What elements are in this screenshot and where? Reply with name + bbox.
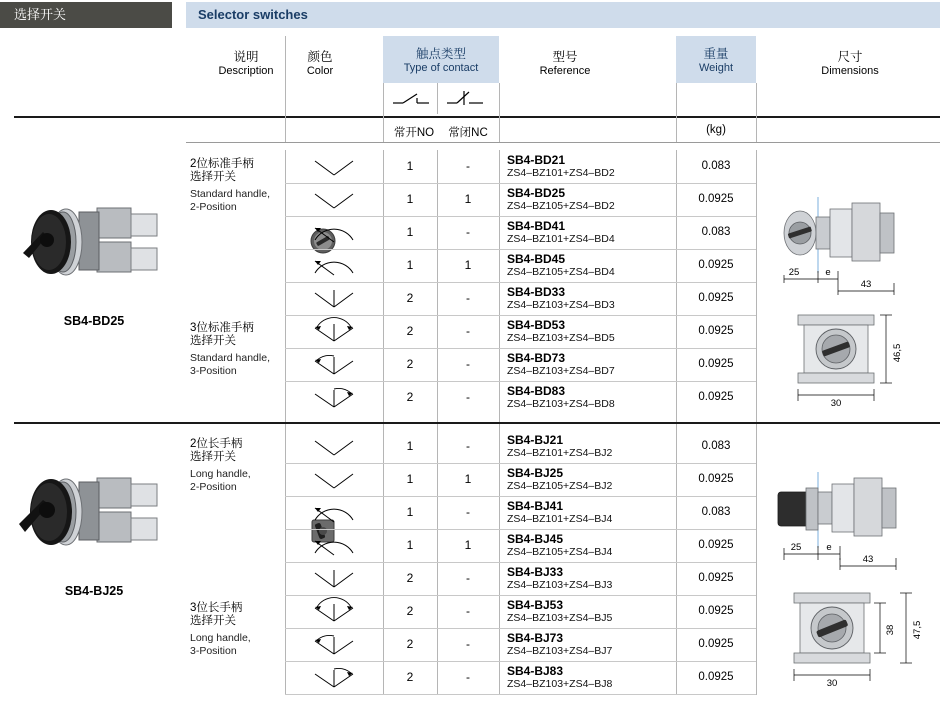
dimension-side-view-bd-icon: [760, 195, 940, 300]
nc-label: 常闭NC: [448, 127, 488, 139]
row-nc-15: -: [466, 670, 470, 684]
selector-switch-bd-illustration-icon: [19, 190, 169, 310]
column-header-contact-en: Type of contact: [403, 62, 479, 74]
row-reference-sub-10: ZS4–BZ101+ZS4–BJ4: [507, 513, 613, 525]
dimension-drawing-4: [760, 585, 940, 700]
row-nc-10: -: [466, 505, 470, 519]
column-header-color-cn: 颜色: [307, 50, 333, 64]
description-group-3-en1: Long handle,: [190, 632, 251, 644]
row-reference-main-7: SB4-BD83: [507, 384, 566, 398]
row-no-3: 1: [406, 258, 414, 272]
row-reference-sub-0: ZS4–BZ101+ZS4–BD2: [507, 167, 615, 179]
product-image-bj25: [19, 460, 169, 580]
description-group-1-en2: 3-Position: [190, 365, 237, 377]
row-no-8: 1: [406, 439, 414, 453]
header-title-en: Selector switches: [186, 2, 940, 28]
row-nc-6: -: [466, 357, 470, 371]
no-nc-labels: [383, 124, 499, 140]
row-reference-main-5: SB4-BD53: [507, 318, 566, 332]
row-reference-14: [507, 631, 677, 657]
dimension-side-view-bj-icon: [760, 470, 940, 575]
vline-no-nc: [437, 83, 438, 114]
column-header-reference-cn: 型号: [552, 50, 578, 64]
description-group-3-en2: 3-Position: [190, 645, 237, 657]
row-symbol-8: [285, 430, 383, 463]
row-reference-7: [507, 384, 677, 410]
row-no-4: 2: [406, 291, 414, 305]
row-reference-4: [507, 285, 677, 311]
row-reference-sub-9: ZS4–BZ105+ZS4–BJ2: [507, 480, 613, 492]
description-group-2-en1: Long handle,: [190, 468, 251, 480]
no-label: 常开NO: [393, 127, 435, 139]
description-group-0-cn2: 选择开关: [190, 171, 236, 183]
row-weight-14: 0.0925: [698, 638, 734, 650]
row-no-2: 1: [406, 225, 414, 239]
header-rule-top: [14, 116, 940, 118]
row-symbol-1: [285, 183, 383, 216]
row-weight-0: 0.083: [701, 160, 731, 172]
row-reference-10: [507, 499, 677, 525]
row-reference-sub-3: ZS4–BZ105+ZS4–BD4: [507, 266, 615, 278]
row-weight-7: 0.0925: [698, 391, 734, 403]
row-reference-sub-1: ZS4–BZ105+ZS4–BD2: [507, 200, 615, 212]
selector-2pos-spring-symbol-icon: [285, 249, 383, 282]
row-weight-15: 0.0925: [698, 671, 734, 683]
row-nc-7: -: [466, 390, 470, 404]
row-reference-main-3: SB4-BD45: [507, 252, 566, 266]
row-reference-main-10: SB4-BJ41: [507, 499, 564, 513]
row-weight-10: 0.083: [701, 506, 731, 518]
row-reference-8: [507, 433, 677, 459]
row-no-13: 2: [406, 604, 414, 618]
product-caption-bj25: SB4-BJ25: [64, 584, 124, 598]
page-header: [0, 0, 940, 30]
row-no-15: 2: [406, 670, 414, 684]
row-reference-main-12: SB4-BJ33: [507, 565, 564, 579]
row-reference-main-11: SB4-BJ45: [507, 532, 564, 546]
row-reference-main-8: SB4-BJ21: [507, 433, 564, 447]
dimension-label-30: 30: [830, 398, 842, 409]
row-reference-sub-2: ZS4–BZ101+ZS4–BD4: [507, 233, 615, 245]
row-reference-sub-13: ZS4–BZ103+ZS4–BJ5: [507, 612, 613, 624]
selector-2pos-symbol-icon: [285, 430, 383, 463]
column-header-dimensions-en: Dimensions: [821, 65, 879, 77]
row-reference-2: [507, 219, 677, 245]
dimension-label-30b: 30: [826, 678, 838, 689]
row-symbol-6: [285, 348, 383, 381]
product-photo-bj25: [8, 460, 180, 598]
column-header-dimensions-cn: 尺寸: [837, 50, 863, 64]
description-group-2: [190, 438, 282, 494]
selector-3pos-spring-both-symbol-icon: [285, 315, 383, 348]
dimension-label-43: 43: [860, 279, 872, 290]
selector-3pos-symbol-icon: [285, 562, 383, 595]
row-divider: [285, 694, 756, 695]
column-header-color: [285, 50, 355, 78]
product-caption-bd25: SB4-BD25: [63, 314, 125, 328]
vline-contact-right: [499, 83, 500, 142]
row-symbol-15: [285, 661, 383, 694]
description-group-3: [190, 602, 282, 658]
column-header-weight-en: Weight: [698, 62, 734, 74]
row-weight-4: 0.0925: [698, 292, 734, 304]
row-symbol-3: [285, 249, 383, 282]
row-reference-main-6: SB4-BD73: [507, 351, 566, 365]
selector-switch-bj-illustration-icon: [19, 460, 169, 580]
row-reference-sub-8: ZS4–BZ101+ZS4–BJ2: [507, 447, 613, 459]
selector-3pos-spring-right-symbol-icon: [285, 381, 383, 414]
column-header-reference: [500, 50, 630, 78]
dimension-label-e: e: [825, 267, 831, 278]
row-symbol-11: [285, 529, 383, 562]
selector-2pos-symbol-icon: [285, 463, 383, 496]
dimension-drawing-3: [760, 470, 940, 580]
row-no-12: 2: [406, 571, 414, 585]
row-reference-13: [507, 598, 677, 624]
row-weight-3: 0.0925: [698, 259, 734, 271]
vline-weight-right: [756, 83, 757, 142]
row-reference-main-15: SB4-BJ83: [507, 664, 564, 678]
selector-3pos-symbol-icon: [285, 282, 383, 315]
row-weight-12: 0.0925: [698, 572, 734, 584]
row-no-7: 2: [406, 390, 414, 404]
row-no-1: 1: [406, 192, 414, 206]
row-reference-0: [507, 153, 677, 179]
column-header-description-cn: 说明: [233, 50, 259, 64]
row-reference-sub-15: ZS4–BZ103+ZS4–BJ8: [507, 678, 613, 690]
row-no-0: 1: [406, 159, 414, 173]
row-weight-2: 0.083: [701, 226, 731, 238]
row-symbol-14: [285, 628, 383, 661]
row-reference-main-2: SB4-BD41: [507, 219, 566, 233]
column-header-dimensions: [760, 50, 940, 78]
description-group-3-cn2: 选择开关: [190, 615, 236, 627]
row-reference-sub-14: ZS4–BZ103+ZS4–BJ7: [507, 645, 613, 657]
row-reference-9: [507, 466, 677, 492]
description-group-1-cn1: 3位标准手柄: [190, 322, 254, 334]
row-reference-sub-12: ZS4–BZ103+ZS4–BJ3: [507, 579, 613, 591]
row-no-11: 1: [406, 538, 414, 552]
row-reference-sub-6: ZS4–BZ103+ZS4–BD7: [507, 365, 615, 377]
row-reference-main-4: SB4-BD33: [507, 285, 566, 299]
row-symbol-7: [285, 381, 383, 414]
row-nc-3: 1: [464, 258, 472, 272]
column-header-weight: [676, 36, 756, 83]
contact-symbol-legend: [383, 83, 499, 114]
description-group-2-cn1: 2位长手柄: [190, 438, 243, 450]
row-no-6: 2: [406, 357, 414, 371]
product-image-bd25: [19, 190, 169, 310]
dimension-drawing-1: [760, 195, 940, 305]
row-nc-0: -: [466, 159, 470, 173]
description-group-0-en2: 2-Position: [190, 201, 237, 213]
selector-3pos-spring-both-symbol-icon: [285, 595, 383, 628]
row-symbol-12: [285, 562, 383, 595]
dimension-label-43b: 43: [862, 554, 874, 565]
row-reference-11: [507, 532, 677, 558]
header-title-cn: 选择开关: [0, 2, 172, 28]
row-weight-6: 0.0925: [698, 358, 734, 370]
row-nc-2: -: [466, 225, 470, 239]
column-header-weight-cn: 重量: [703, 47, 729, 61]
dimension-label-eb: e: [826, 542, 832, 553]
vline-contact-left: [383, 83, 384, 142]
description-group-3-cn1: 3位长手柄: [190, 602, 243, 614]
column-header-contact-cn: 触点类型: [415, 47, 466, 61]
dimension-front-view-bj-icon: [760, 585, 940, 695]
dimension-label-25b: 25: [790, 542, 802, 553]
row-symbol-4: [285, 282, 383, 315]
selector-2pos-symbol-icon: [285, 183, 383, 216]
column-header-description-en: Description: [218, 65, 274, 77]
contact-no-symbol-icon: [391, 87, 431, 111]
row-weight-1: 0.0925: [698, 193, 734, 205]
row-reference-sub-4: ZS4–BZ103+ZS4–BD3: [507, 299, 615, 311]
selector-2pos-symbol-icon: [285, 150, 383, 183]
row-no-14: 2: [406, 637, 414, 651]
dimension-label-25: 25: [788, 267, 800, 278]
selector-2pos-spring-symbol-icon: [285, 529, 383, 562]
description-group-1: [190, 322, 282, 378]
description-group-0-en1: Standard handle,: [190, 188, 270, 200]
description-group-1-en1: Standard handle,: [190, 352, 270, 364]
selector-2pos-spring-symbol-icon: [285, 216, 383, 249]
row-symbol-10: [285, 496, 383, 529]
row-reference-6: [507, 351, 677, 377]
dimension-label-465: 46,5: [892, 343, 903, 363]
selector-3pos-spring-right-symbol-icon: [285, 661, 383, 694]
row-weight-9: 0.0925: [698, 473, 734, 485]
row-symbol-2: [285, 216, 383, 249]
selector-3pos-spring-left-symbol-icon: [285, 628, 383, 661]
section-divider: [14, 422, 940, 424]
row-no-10: 1: [406, 505, 414, 519]
row-nc-14: -: [466, 637, 470, 651]
dimension-label-38: 38: [885, 624, 896, 636]
row-weight-11: 0.0925: [698, 539, 734, 551]
row-nc-8: -: [466, 439, 470, 453]
row-reference-main-9: SB4-BJ25: [507, 466, 564, 480]
row-reference-15: [507, 664, 677, 690]
dimension-label-475: 47,5: [912, 620, 923, 640]
vline-weight-left: [676, 83, 677, 142]
row-nc-4: -: [466, 291, 470, 305]
table-row[interactable]: [285, 430, 940, 463]
product-photo-bd25: [8, 190, 180, 328]
column-header-color-en: Color: [306, 65, 334, 77]
row-weight-5: 0.0925: [698, 325, 734, 337]
description-group-1-cn2: 选择开关: [190, 335, 236, 347]
row-symbol-13: [285, 595, 383, 628]
row-reference-main-13: SB4-BJ53: [507, 598, 564, 612]
dimension-front-view-bd-icon: [760, 305, 940, 410]
row-reference-main-14: SB4-BJ73: [507, 631, 564, 645]
row-nc-5: -: [466, 324, 470, 338]
row-nc-12: -: [466, 571, 470, 585]
selector-2pos-spring-symbol-icon: [285, 496, 383, 529]
row-nc-1: 1: [464, 192, 472, 206]
selector-3pos-spring-left-symbol-icon: [285, 348, 383, 381]
weight-unit-label: (kg): [706, 124, 726, 136]
row-symbol-9: [285, 463, 383, 496]
row-reference-12: [507, 565, 677, 591]
vline-color: [285, 36, 286, 142]
row-reference-sub-5: ZS4–BZ103+ZS4–BD5: [507, 332, 615, 344]
row-weight-13: 0.0925: [698, 605, 734, 617]
column-header-reference-en: Reference: [539, 65, 591, 77]
description-group-0-cn1: 2位标准手柄: [190, 158, 254, 170]
column-header-contact: [383, 36, 499, 83]
row-symbol-0: [285, 150, 383, 183]
row-nc-11: 1: [464, 538, 472, 552]
row-weight-8: 0.083: [701, 440, 731, 452]
row-reference-1: [507, 186, 677, 212]
description-group-0: [190, 158, 282, 214]
row-reference-3: [507, 252, 677, 278]
row-reference-sub-11: ZS4–BZ105+ZS4–BJ4: [507, 546, 613, 558]
header-rule-bottom: [186, 142, 940, 143]
row-no-5: 2: [406, 324, 414, 338]
description-group-2-en2: 2-Position: [190, 481, 237, 493]
row-reference-5: [507, 318, 677, 344]
row-no-9: 1: [406, 472, 414, 486]
row-reference-main-0: SB4-BD21: [507, 153, 566, 167]
contact-nc-symbol-icon: [445, 87, 485, 111]
row-reference-sub-7: ZS4–BZ103+ZS4–BD8: [507, 398, 615, 410]
row-symbol-5: [285, 315, 383, 348]
table-row[interactable]: [285, 150, 940, 183]
dimension-drawing-2: [760, 305, 940, 415]
description-group-2-cn2: 选择开关: [190, 451, 236, 463]
row-nc-13: -: [466, 604, 470, 618]
row-reference-main-1: SB4-BD25: [507, 186, 566, 200]
row-nc-9: 1: [464, 472, 472, 486]
